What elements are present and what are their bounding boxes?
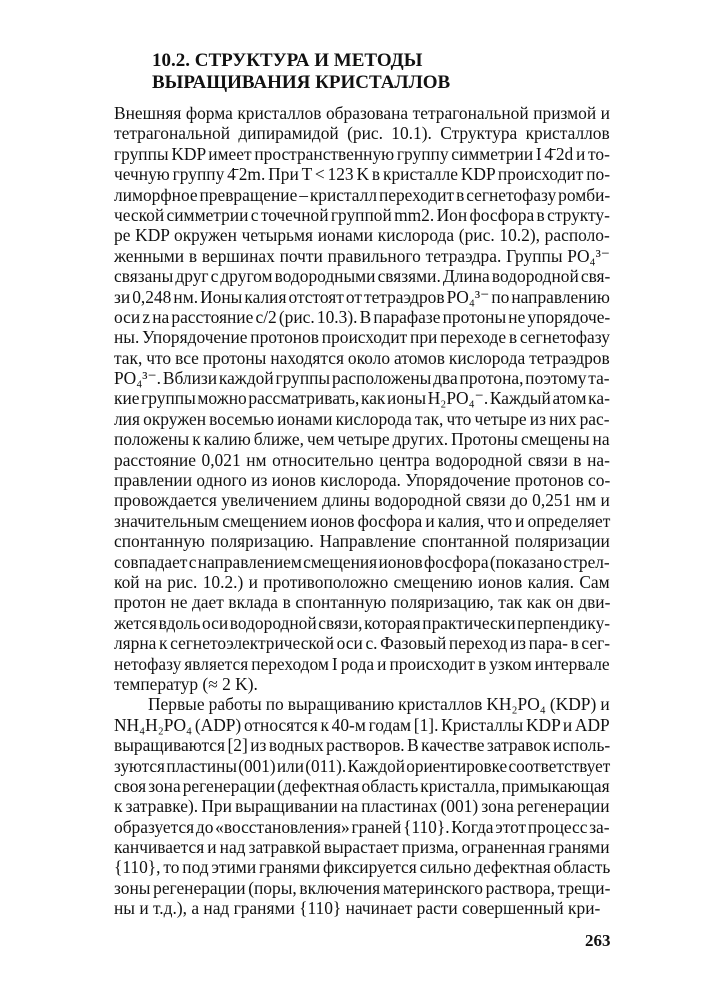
text-line: провождается увеличением длины водородной связи до 0,251 нм и (114, 490, 610, 511)
text-line: образуется до «восстановления» граней {110}. Когда этот процесс за- (114, 816, 610, 837)
text-line: к затравке). При выращивании на пластинах (001) зона регенерации (114, 796, 610, 817)
text-line: выращиваются [2] из водных растворов. В качестве затравок исполь- (114, 735, 611, 756)
text-line: Внешняя форма кристаллов образована тетрагональной призмой и (114, 103, 610, 123)
text-line: зоны регенерации (поры, включения материнского раствора, трещи- (114, 877, 611, 898)
text-line: жется вдоль оси водородной связи, которая практически перпендику- (114, 612, 611, 633)
text-line: зи 0,248 нм. Ионы калия отстоят от тетраэдров PO₄³⁻ по направлению (114, 286, 610, 307)
section-heading (152, 50, 572, 94)
text-line: женными в вершинах почти правильного тетраэдра. Группы PO₄³⁻ (114, 245, 610, 266)
text-line: кой на рис. 10.2.) и противоположно смещению ионов калия. Сам (114, 571, 610, 592)
text-line: так, что все протоны находятся около атомов кислорода тетраэдров (114, 347, 610, 368)
paragraph-2 (114, 694, 610, 918)
text-line: температур (≈ 2 K). (114, 673, 258, 694)
text-line: значительным смещением ионов фосфора и калия, что и определяет (114, 510, 611, 531)
text-line: своя зона регенерации (дефектная область кристалла, примыкающая (114, 775, 610, 796)
text-line: канчивается и над затравкой вырастает призма, ограненная гранями (114, 837, 610, 858)
text-line: {110}, то под этими гранями фиксируется сильно дефектная область (114, 857, 611, 878)
text-line: расстояние 0,021 нм относительно центра водородной связи в на- (114, 449, 610, 470)
text-line: кие группы можно рассматривать, как ионы H₂PO₄⁻. Каждый атом ка- (114, 388, 610, 409)
text-line: ческой симметрии с точечной группой mm2. Ион фосфора в структу- (114, 204, 610, 225)
text-line: зуются пластины (001) или (011). Каждой ориентировке соответствует (114, 755, 611, 776)
text-line: положены к калию ближе, чем четыре других. Протоны смещены на (114, 429, 610, 450)
text-line: ны. Упорядочение протонов происходит при переходе в сегнетофазу (114, 327, 610, 348)
page-number: 263 (585, 931, 611, 950)
text-line: NH₄H₂PO₄ (ADP) относятся к 40-м годам [1]. Кристаллы KDP и ADP (114, 714, 610, 735)
text-line: оси z на расстояние c/2 (рис. 10.3). В парафазе протоны не упорядоче- (114, 306, 611, 327)
body-text (114, 103, 610, 919)
text-line: ре KDP окружен четырьмя ионами кислорода (рис. 10.2), располо- (114, 225, 610, 246)
text-line: ны и т.д.), а над гранями {110} начинает расти совершенный кри- (114, 898, 601, 919)
text-line: лиморфное превращение – кристалл переходит в сегнетофазу ромби- (114, 184, 611, 205)
text-line: нетофазу является переходом I рода и происходит в узком интервале (114, 653, 610, 674)
text-line: лярна к сегнетоэлектрической оси c. Фазовый переход из пара- в сег- (114, 633, 610, 654)
text-line: связаны друг с другом водородными связями. Длина водородной свя- (114, 266, 611, 287)
text-line: группы KDP имеет пространственную группу симметрии I 4̄ 2d и то- (114, 143, 610, 164)
text-line: чечную группу 4̄ 2m. При T < 123 K в кристалле KDP происходит по- (114, 164, 611, 185)
text-line: совпадает с направлением смещения ионов фосфора (показано стрел- (114, 551, 610, 572)
heading-line-1: 10.2. СТРУКТУРА И МЕТОДЫ (152, 50, 423, 71)
text-line: тетрагональной дипирамидой (рис. 10.1). Структура кристаллов (114, 123, 610, 144)
text-line: правлении одного из ионов кислорода. Упорядочение протонов со- (114, 470, 611, 491)
text-line: Первые работы по выращиванию кристаллов KH₂PO₄ (KDP) и (148, 694, 610, 715)
text-line: спонтанную поляризацию. Направление спонтанной поляризации (114, 531, 610, 552)
heading-line-2: ВЫРАЩИВАНИЯ КРИСТАЛЛОВ (152, 72, 451, 93)
text-line: лия окружен восемью ионами кислорода так, что четыре из них рас- (114, 408, 610, 429)
text-line: протон не дает вклада в спонтанную поляризацию, так как он дви- (114, 592, 611, 613)
paragraph-1 (114, 103, 610, 694)
text-line: PO₄³⁻. Вблизи каждой группы расположены два протона, поэтому та- (114, 368, 610, 389)
